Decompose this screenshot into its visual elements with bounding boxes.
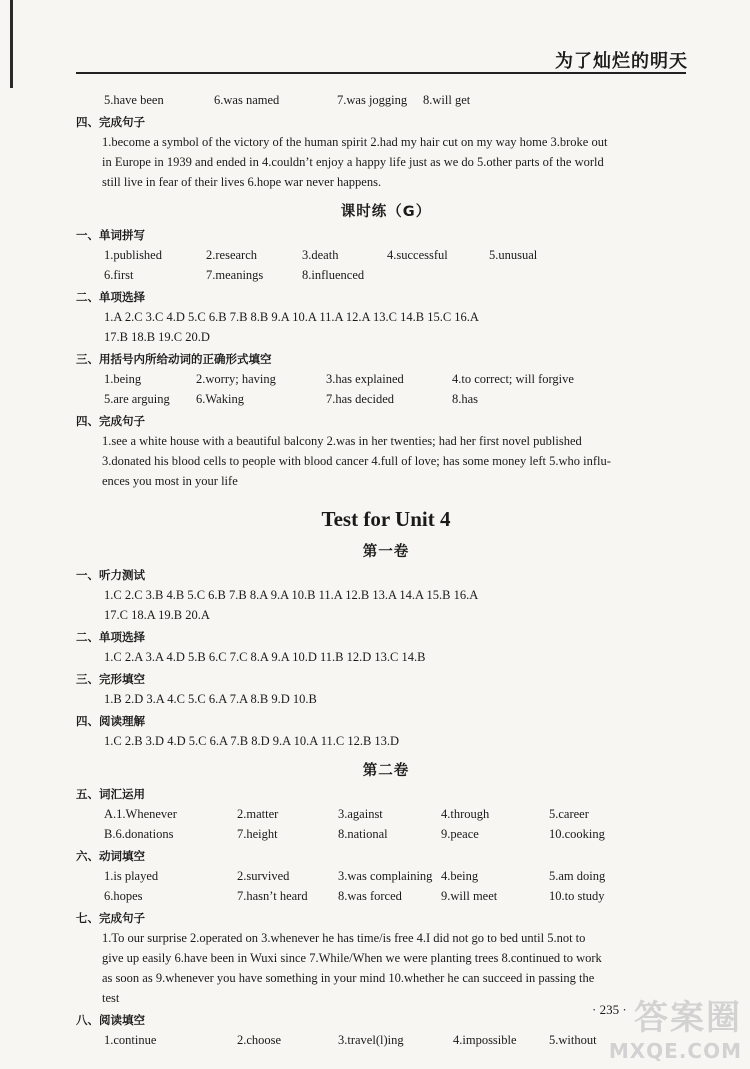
answer-item: 1.published: [104, 248, 162, 262]
lesson-title: 课时练（G）: [340, 204, 432, 220]
answer-item: 5.without: [549, 1033, 597, 1047]
answer-item: 7.was jogging: [337, 93, 408, 107]
answer-item: 3.against: [338, 807, 383, 821]
answer-item: 1.continue: [104, 1033, 157, 1047]
answer-item: 2.choose: [237, 1033, 282, 1047]
answer-row: [84, 369, 688, 389]
header-rule: [76, 72, 686, 74]
section-heading: 一、听力测试: [76, 568, 145, 582]
answer-item: 2.worry; having: [196, 372, 276, 386]
answer-row: [84, 866, 688, 886]
answer-item: 6.hopes: [104, 889, 143, 903]
paragraph-line: 1.see a white house with a beautiful balcony 2.was in her twenties; had her first novel published: [102, 434, 582, 448]
answer-item: 7.height: [237, 827, 278, 841]
answer-item: 3.was complaining: [338, 869, 433, 883]
answer-row: [84, 245, 688, 265]
section-heading: 三、用括号内所给动词的正确形式填空: [76, 352, 272, 366]
answer-item: 8.was forced: [338, 889, 402, 903]
paragraph-line: test: [102, 991, 120, 1005]
answer-content: [76, 90, 688, 1050]
running-header-title: 为了灿烂的明天: [555, 51, 688, 71]
volume-title: 第二卷: [362, 763, 410, 779]
answer-item: 1.is played: [104, 869, 159, 883]
answer-item: 7.meanings: [206, 268, 264, 282]
answer-item: 7.hasn’t heard: [237, 889, 308, 903]
paragraph-line: still live in fear of their lives 6.hope war never happens.: [102, 175, 382, 189]
paragraph-line: as soon as 9.whenever you have something in your mind 10.whether he can succeed in passing the: [102, 971, 595, 985]
answer-row: [84, 389, 688, 409]
test-title: Test for Unit 4: [321, 507, 451, 531]
answer-key-line: 1.C 2.B 3.D 4.D 5.C 6.A 7.B 8.D 9.A 10.A 11.C 12.B 13.D: [104, 734, 400, 748]
section-heading: 六、动词填空: [76, 849, 145, 863]
answer-item: 8.national: [338, 827, 388, 841]
answer-paragraph: [84, 132, 688, 192]
page-number: · 235 ·: [592, 1002, 627, 1017]
section-heading: 四、完成句子: [76, 115, 145, 129]
volume-title: 第一卷: [362, 544, 410, 560]
paragraph-line: in Europe in 1939 and ended in 4.couldn’t enjoy a happy life just as we do 5.other parts of the world: [102, 155, 604, 169]
answer-item: 4.successful: [387, 248, 448, 262]
answer-key-line: 1.A 2.C 3.C 4.D 5.C 6.B 7.B 8.B 9.A 10.A 11.A 12.A 13.C 14.B 15.C 16.A: [104, 310, 479, 324]
paragraph-line: 3.donated his blood cells to people with blood cancer 4.full of love; has some money left 5.who influ-: [102, 454, 611, 468]
answer-paragraph: [84, 431, 688, 491]
answer-item: 4.impossible: [453, 1033, 517, 1047]
section-heading: 七、完成句子: [76, 911, 145, 925]
section-heading: 五、词汇运用: [76, 787, 145, 801]
site-watermark: [609, 990, 742, 1063]
paragraph-line: give up easily 6.have been in Wuxi since 7.While/When we were planting trees 8.continued to work: [102, 951, 602, 965]
answer-item: 5.have been: [104, 93, 164, 107]
answer-row: [84, 824, 688, 844]
answer-item: 4.through: [441, 807, 490, 821]
answer-item: 5.are arguing: [104, 392, 170, 406]
answer-item: 3.travel(l)ing: [338, 1033, 404, 1047]
answer-item: B.6.donations: [104, 827, 174, 841]
answer-key-line: 1.B 2.D 3.A 4.C 5.C 6.A 7.A 8.B 9.D 10.B: [104, 692, 317, 706]
binding-line: [10, 0, 13, 88]
answer-item: 3.death: [302, 248, 339, 262]
answer-item: 5.am doing: [549, 869, 606, 883]
paragraph-line: ences you most in your life: [102, 474, 238, 488]
answer-item: 9.peace: [441, 827, 479, 841]
answer-row: [84, 1030, 688, 1050]
answer-item: 2.matter: [237, 807, 279, 821]
section-heading: 一、单词拼写: [76, 228, 145, 242]
answer-item: 6.was named: [214, 93, 280, 107]
answer-key-line: 1.C 2.A 3.A 4.D 5.B 6.C 7.C 8.A 9.A 10.D 11.B 12.D 13.C 14.B: [104, 650, 426, 664]
answer-paragraph: [84, 928, 688, 1008]
paragraph-line: 1.become a symbol of the victory of the human spirit 2.had my hair cut on my way home 3.broke out: [102, 135, 608, 149]
section-heading: 八、阅读填空: [76, 1013, 145, 1027]
answer-row: [84, 886, 688, 906]
answer-row: [84, 90, 688, 110]
answer-item: 10.cooking: [549, 827, 605, 841]
section-heading: 四、完成句子: [76, 414, 145, 428]
answer-item: 6.Waking: [196, 392, 244, 406]
answer-item: 2.research: [206, 248, 258, 262]
answer-item: 7.has decided: [326, 392, 395, 406]
section-heading: 二、单项选择: [76, 630, 145, 644]
answer-item: 5.unusual: [489, 248, 538, 262]
answer-item: 8.will get: [423, 93, 471, 107]
answer-item: A.1.Whenever: [104, 807, 177, 821]
answer-row: [84, 265, 688, 285]
answer-item: 2.survived: [237, 869, 290, 883]
paragraph-line: 1.To our surprise 2.operated on 3.whenever he has time/is free 4.I did not go to bed until 5.not to: [102, 931, 586, 945]
answer-key-line: 17.B 18.B 19.C 20.D: [104, 330, 210, 344]
answer-item: 5.career: [549, 807, 589, 821]
watermark-url: MXQE.COM: [608, 1039, 742, 1063]
answer-item: 6.first: [104, 268, 134, 282]
answer-key-line: 17.C 18.A 19.B 20.A: [104, 608, 210, 622]
answer-item: 9.will meet: [441, 889, 498, 903]
answer-item: 4.being: [441, 869, 479, 883]
answer-key-line: 1.C 2.C 3.B 4.B 5.C 6.B 7.B 8.A 9.A 10.B 11.A 12.B 13.A 14.A 15.B 16.A: [104, 588, 479, 602]
answer-item: 8.has: [452, 392, 479, 406]
answer-item: 3.has explained: [326, 372, 404, 386]
answer-row: [84, 804, 688, 824]
answer-item: 10.to study: [549, 889, 605, 903]
answer-item: 8.influenced: [302, 268, 365, 282]
answer-item: 1.being: [104, 372, 142, 386]
watermark-logo-text: 答案圈: [634, 998, 742, 1038]
section-heading: 四、阅读理解: [76, 714, 145, 728]
section-heading: 二、单项选择: [76, 290, 145, 304]
section-heading: 三、完形填空: [76, 672, 145, 686]
answer-item: 4.to correct; will forgive: [452, 372, 574, 386]
